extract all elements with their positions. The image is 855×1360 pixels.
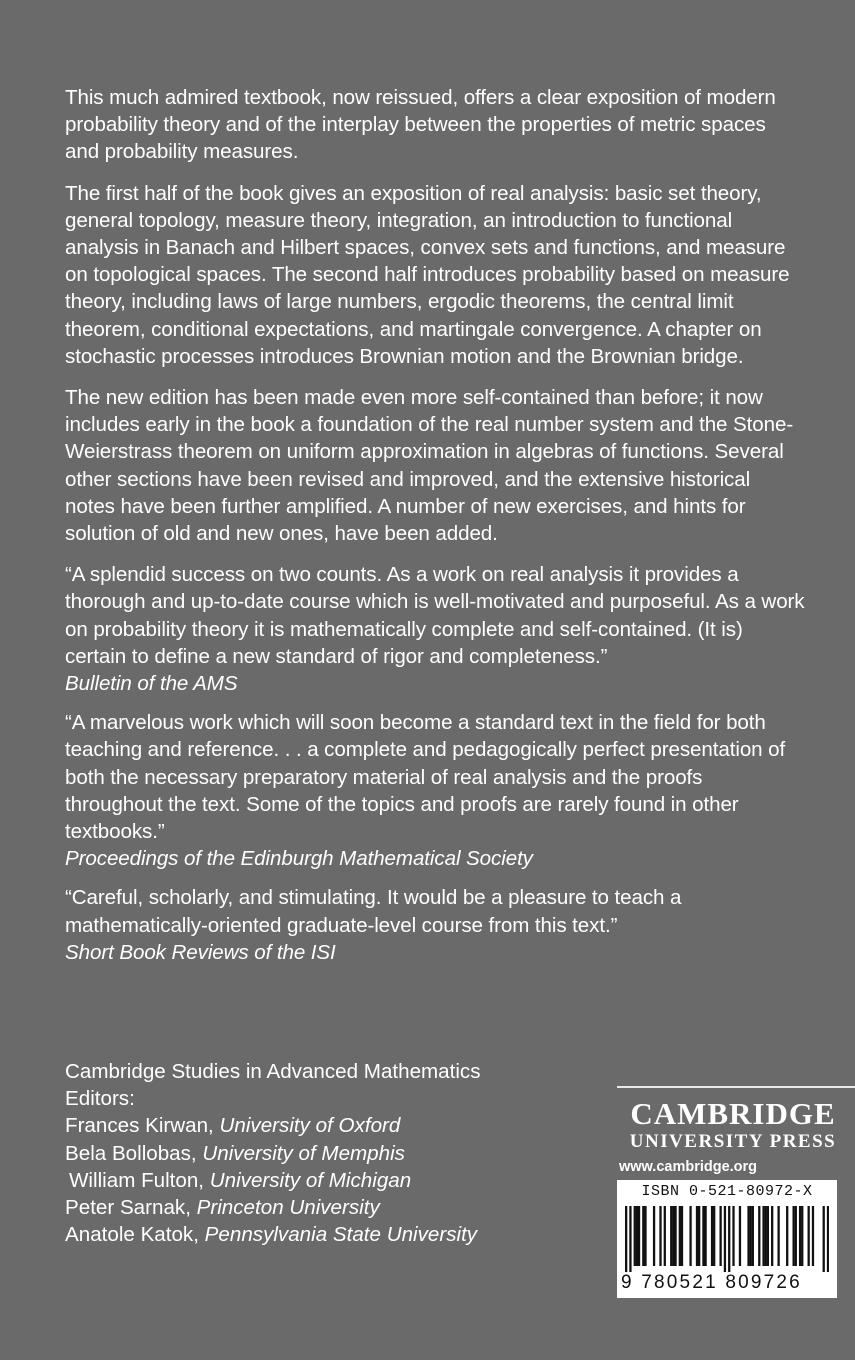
barcode-bar (711, 1206, 713, 1266)
editor-row (65, 1221, 585, 1248)
editor-name: William Fulton, (69, 1168, 210, 1192)
editor-name: Bela Bollobas, (65, 1141, 203, 1165)
barcode-digits: 9 780521 809726 (621, 1272, 802, 1293)
barcode-bar (762, 1206, 764, 1266)
cover-text (65, 84, 805, 978)
barcode-bar (629, 1206, 631, 1272)
review-source-2: Proceedings of the Edinburgh Mathematical Society (65, 847, 533, 871)
barcode-bar (750, 1206, 752, 1266)
barcode-bar (732, 1206, 734, 1266)
editors-label: Editors: (65, 1087, 135, 1111)
barcode-bar (747, 1206, 749, 1266)
editor-row (65, 1194, 585, 1221)
barcode-bar (739, 1206, 741, 1266)
review-quote-2: “A marvelous work which will soon become a standard text in the field for both teaching and reference. . . a complete and pedagogically perfect presentation of both the necessary preparatory material of real analysis and the proofs throughout the text. Some of the topics and proofs are rarely found in other textbooks.” (65, 711, 786, 844)
barcode-bar (664, 1206, 666, 1266)
editor-affiliation: University of Oxford (219, 1114, 401, 1138)
barcode-bar (758, 1206, 760, 1266)
barcode-bar (771, 1206, 773, 1266)
barcode-bar (792, 1206, 794, 1266)
series-title: Cambridge Studies in Advanced Mathematics (65, 1060, 481, 1083)
isbn-barcode (617, 1180, 837, 1298)
review-quote-1: “A splendid success on two counts. As a work on real analysis it provides a thorough and up-to-date course which is well-motivated and purposeful. As a work on probability theory it is mathematically complete and self-contained. (It is) certain to define a new standard of rigor and completeness.” (65, 563, 805, 668)
editor-row (65, 1112, 585, 1139)
editor-affiliation: Princeton University (196, 1196, 380, 1220)
isbn-label: ISBN 0-521-80972-X (641, 1183, 813, 1200)
barcode-bar (728, 1206, 730, 1272)
barcode-bar (801, 1206, 803, 1266)
editor-name: Peter Sarnak, (65, 1196, 197, 1220)
editor-row (65, 1167, 585, 1194)
review-source-1: Bulletin of the AMS (65, 672, 238, 696)
barcode-bar (767, 1206, 769, 1266)
barcode-bar (679, 1206, 681, 1266)
barcode-bar (653, 1206, 655, 1266)
barcode-bar (752, 1206, 754, 1266)
barcode-bar (674, 1206, 676, 1266)
barcode-bar (659, 1206, 661, 1266)
barcode-bar (765, 1206, 767, 1266)
barcode-bar (827, 1206, 829, 1272)
barcode-bar (812, 1206, 814, 1266)
editor-name: Anatole Katok, (65, 1223, 205, 1247)
barcode-bar (713, 1206, 715, 1266)
barcode-bar (808, 1206, 810, 1266)
barcode-bar (702, 1206, 704, 1266)
publisher-url: www.cambridge.org (619, 1159, 758, 1175)
series-info (65, 1058, 585, 1248)
barcode-bar (681, 1206, 683, 1266)
editor-affiliation: University of Michigan (209, 1168, 412, 1192)
barcode-bar (644, 1206, 646, 1266)
editor-name: Frances Kirwan, (65, 1114, 220, 1138)
barcode-bar (823, 1206, 825, 1272)
barcode-bar (636, 1206, 638, 1266)
editor-row (65, 1140, 585, 1167)
barcode-bar (672, 1206, 674, 1266)
editor-affiliation: Pennsylvania State University (204, 1223, 478, 1247)
publisher-name: CAMBRIDGE (630, 1096, 836, 1131)
barcode-bar (689, 1206, 691, 1266)
barcode-bar (698, 1206, 700, 1266)
barcode-bar (642, 1206, 644, 1266)
barcode-bar (786, 1206, 788, 1266)
description-paragraph-3: The new edition has been made even more self-contained than before; it now includes early in the book a foundation of the real number system and the Stone-Weierstrass theorem on uniform approximation in algebras of functions. Several other sections have been revised and improved, and the extensive historical notes have been further amplified. A number of new exercises, and hints for solution of old and new ones, have been added. (65, 386, 794, 546)
barcode-bar (696, 1206, 698, 1266)
barcode-bar (719, 1206, 721, 1266)
publisher-subtitle: UNIVERSITY PRESS (629, 1131, 837, 1152)
editor-affiliation: University of Memphis (202, 1141, 405, 1165)
barcode-bar (625, 1206, 627, 1272)
barcode-bar (704, 1206, 706, 1266)
barcode-bar (724, 1206, 726, 1272)
barcode-bar (670, 1206, 672, 1266)
description-paragraph-1: This much admired textbook, now reissued, offers a clear exposition of modern probability theory and of the interplay between the properties of metric spaces and probability measures. (65, 86, 776, 164)
barcode-bar (638, 1206, 640, 1266)
review-quote-3: “Careful, scholarly, and stimulating. It would be a pleasure to teach a mathematically-oriented graduate-level course from this text.” (65, 886, 682, 937)
barcode-bar (777, 1206, 779, 1266)
barcode-bar (799, 1206, 801, 1266)
barcode-bar (634, 1206, 636, 1266)
review-source-3: Short Book Reviews of the ISI (65, 940, 336, 964)
barcode-bars (625, 1206, 829, 1272)
description-paragraph-2: The first half of the book gives an exposition of real analysis: basic set theory, general topology, measure theory, integration, an introduction to functional analysis in Banach and Hilbert spaces, convex sets and functions, and measure on topological spaces. The second half introduces probability based on measure theory, including laws of large numbers, ergodic theorems, the central limit theorem, conditional expectations, and martingale convergence. A chapter on stochastic processes introduces Brownian motion and the Brownian bridge. (65, 181, 790, 368)
barcode-bar (795, 1206, 797, 1266)
